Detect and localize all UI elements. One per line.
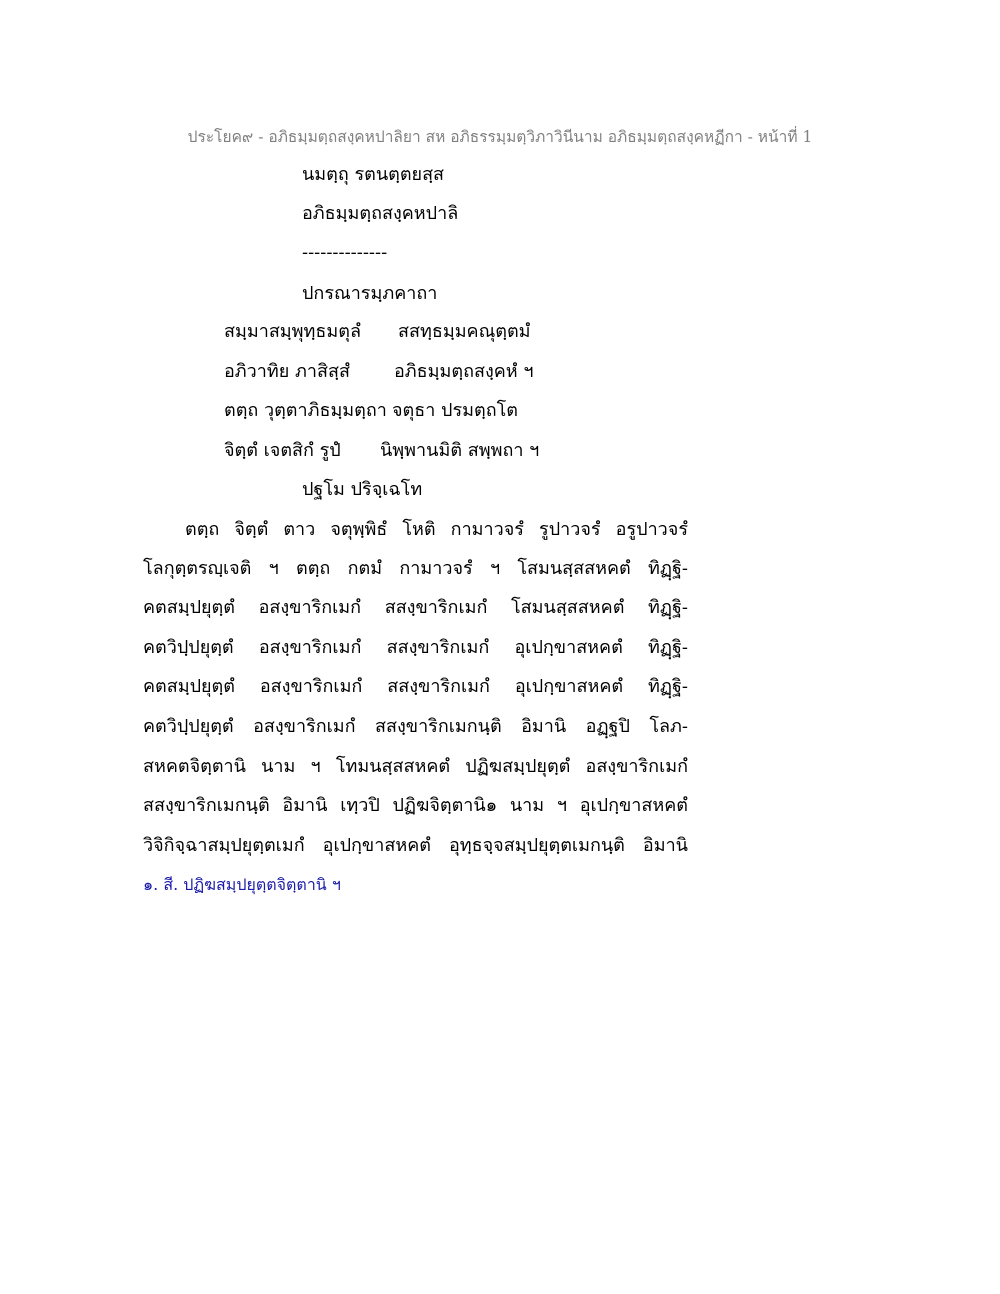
section-title: ปกรณารมฺภคาถา: [302, 283, 438, 304]
body-line-7: สหคตจิตฺตานิ นาม ฯ โทมนสฺสสหคตํ ปฏิฆสมฺปยุตฺตํ อสงฺขาริกเมกํ: [143, 756, 688, 777]
body-line-5: คตสมฺปยุตฺตํ อสงฺขาริกเมกํ สสงฺขาริกเมกํ อุเปกฺขาสหคตํ ทิฏฺฐิ-: [143, 676, 688, 697]
verse-line-3a: ตตฺถ วุตฺตาภิธมฺมตฺถา: [224, 400, 387, 421]
body-line-6: คตวิปฺปยุตฺตํ อสงฺขาริกเมกํ สสงฺขาริกเมกนฺติ อิมานิ อฏฺฐปิ โลภ-: [143, 716, 688, 737]
body-line-1: ตตฺถ จิตฺตํ ตาว จตุพฺพิธํ โหติ กามาวจรํ รูปาวจรํ อรูปาวจรํ: [185, 519, 688, 540]
homage-line: นมตฺถุ รตนตฺตยสฺส: [302, 164, 445, 185]
body-line-2: โลกุตฺตรญฺเจติ ฯ ตตฺถ กตมํ กามาวจรํ ฯ โสมนสฺสสหคตํ ทิฏฺฐิ-: [143, 558, 688, 579]
verse-line-4a: จิตฺตํ เจตสิกํ รูปํ: [224, 440, 341, 461]
body-line-9: วิจิกิจฺฉาสมฺปยุตฺตเมกํ อุเปกฺขาสหคตํ อุทฺธจฺจสมฺปยุตฺตเมกนฺติ อิมานิ: [143, 835, 688, 856]
document-title: อภิธมฺมตฺถสงฺคหปาลิ: [302, 203, 459, 224]
verse-line-1a: สมฺมาสมฺพุทฺธมตุลํ: [224, 321, 361, 342]
verse-line-3b: จตุธา ปรมตฺถโต: [392, 400, 518, 421]
body-line-3: คตสมฺปยุตฺตํ อสงฺขาริกเมกํ สสงฺขาริกเมกํ โสมนสฺสสหคตํ ทิฏฺฐิ-: [143, 597, 688, 618]
body-line-8: สสงฺขาริกเมกนฺติ อิมานิ เทฺวปิ ปฏิฆจิตฺตานิ๑ นาม ฯ อุเปกฺขาสหคตํ: [143, 795, 688, 816]
body-line-4: คตวิปฺปยุตฺตํ อสงฺขาริกเมกํ สสงฺขาริกเมกํ อุเปกฺขาสหคตํ ทิฏฺฐิ-: [143, 637, 688, 658]
separator-line: --------------: [302, 242, 388, 263]
footnote: ๑. สี. ปฏิฆสมฺปยุตฺตจิตฺตานิ ฯ: [143, 875, 341, 894]
verse-line-2b: อภิธมฺมตฺถสงฺคหํ ฯ: [394, 361, 534, 382]
page-header: ประโยค๙ - อภิธมฺมตฺถสงฺคหปาลิยา สห อภิธรรมฺมตฺวิภาวินีนาม อภิธมฺมตฺถสงฺคหฏีกา - หน้าที่ 1: [187, 128, 813, 146]
verse-line-1b: สสทฺธมฺมคณุตฺตมํ: [398, 321, 531, 342]
chapter-heading: ปฐโม ปริจฺเฉโท: [302, 479, 423, 500]
verse-line-2a: อภิวาทิย ภาสิสฺสํ: [224, 361, 350, 382]
verse-line-4b: นิพฺพานมิติ สพฺพถา ฯ: [380, 440, 540, 461]
